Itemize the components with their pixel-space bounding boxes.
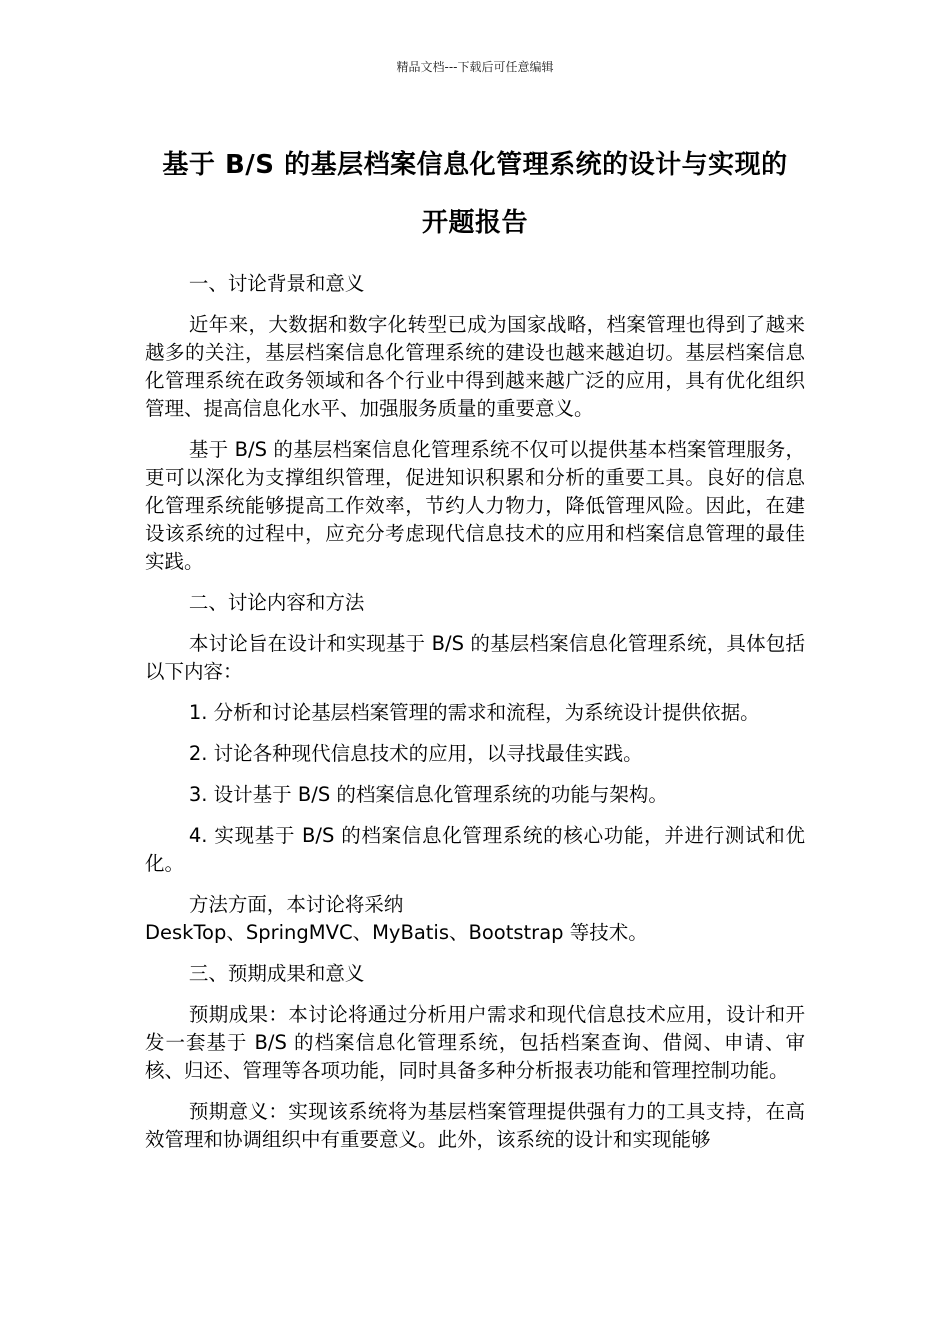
- section-1-paragraph-1: 近年来，大数据和数字化转型已成为国家战略，档案管理也得到了越来越多的关注，基层档案信息化管理系统的建设也越来越迫切。基层档案信息化管理系统在政务领域和各个行业中得到越来越广泛的应用，具有优化组织管理、提高信息化水平、加强服务质量的重要意义。: [145, 313, 805, 420]
- section-2-list-item-2: 2. 讨论各种现代信息技术的应用，以寻找最佳实践。: [188, 742, 643, 765]
- section-2-heading: 二、讨论内容和方法: [188, 591, 365, 614]
- document-body: [145, 270, 805, 1167]
- method-line-2: DeskTop、SpringMVC、MyBatis、Bootstrap 等技术。: [145, 921, 648, 944]
- section-2-method-paragraph: [145, 891, 805, 947]
- section-2-paragraph-1: 本讨论旨在设计和实现基于 B/S 的基层档案信息化管理系统，具体包括以下内容：: [145, 632, 805, 683]
- section-3-heading: 三、预期成果和意义: [188, 962, 365, 985]
- section-3-paragraph-2: 预期意义：实现该系统将为基层档案管理提供强有力的工具支持，在高效管理和协调组织中有重要意义。此外，该系统的设计和实现能够: [145, 1100, 805, 1151]
- header-note: 精品文档---下载后可任意编辑: [396, 60, 554, 74]
- section-2-list-item-3: 3. 设计基于 B/S 的档案信息化管理系统的功能与架构。: [188, 783, 668, 806]
- section-1-paragraph-2: 基于 B/S 的基层档案信息化管理系统不仅可以提供基本档案管理服务，更可以深化为支撑组织管理，促进知识积累和分析的重要工具。良好的信息化管理系统能够提高工作效率，节约人力物力，降低管理风险。因此，在建设该系统的过程中，应充分考虑现代信息技术的应用和档案信息管理的最佳实践。: [145, 438, 805, 573]
- section-2-list-item-4: 4. 实现基于 B/S 的档案信息化管理系统的核心功能，并进行测试和优化。: [145, 824, 805, 875]
- section-3-paragraph-1: 预期成果：本讨论将通过分析用户需求和现代信息技术应用，设计和开发一套基于 B/S 的档案信息化管理系统，包括档案查询、借阅、申请、审核、归还、管理等各项功能，同时具备多种分析报表功能和管理控制功能。: [145, 1003, 805, 1082]
- title-line-1: 基于 B/S 的基层档案信息化管理系统的设计与实现的: [162, 150, 788, 180]
- section-2-list-item-1: 1. 分析和讨论基层档案管理的需求和流程，为系统设计提供依据。: [188, 701, 760, 724]
- method-line-1: 方法方面，本讨论将采纳: [188, 893, 404, 916]
- title-line-2: 开题报告: [421, 208, 528, 238]
- document-title: [100, 136, 850, 252]
- section-1-heading: 一、讨论背景和意义: [188, 272, 365, 295]
